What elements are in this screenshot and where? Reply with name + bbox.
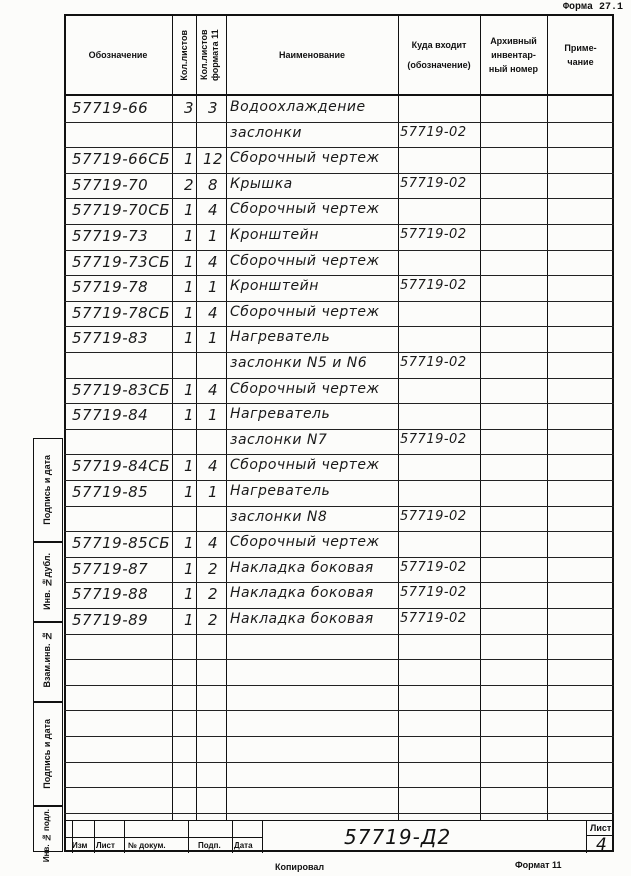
header-note: Приме- чание	[564, 43, 597, 67]
sheets-format-cell: 2	[207, 611, 219, 629]
designation-cell: 57719-73	[72, 227, 149, 245]
sheets-format-cell: 1	[207, 278, 219, 297]
table-row	[64, 403, 614, 428]
table-row	[64, 96, 614, 121]
table-row	[64, 301, 614, 326]
stamp-podp: Подп.	[198, 841, 221, 850]
where-used-cell: 57719-02	[400, 611, 467, 626]
sheets-format-cell: 4	[207, 534, 219, 553]
name-cell: Нагреватель	[230, 329, 331, 346]
designation-cell: 57719-89	[72, 611, 149, 629]
side-sign-date-2: Подпись и дата	[33, 702, 63, 806]
where-used-cell: 57719-02	[400, 559, 467, 575]
sheets-count-cell: 1	[183, 585, 195, 604]
table-row	[64, 224, 614, 249]
document-code: 57719-Д2	[344, 825, 452, 849]
sheets-format-cell: 4	[207, 457, 219, 476]
designation-cell: 57719-84	[72, 406, 149, 425]
where-used-cell: 57719-02	[400, 227, 467, 242]
stamp-list: Лист	[96, 841, 115, 850]
table-row	[64, 250, 614, 275]
sheets-count-cell: 1	[183, 559, 195, 578]
sheets-count-cell: 2	[183, 175, 195, 194]
sheets-count-cell: 1	[183, 303, 195, 322]
table-row	[64, 352, 614, 377]
sheets-count-cell: 1	[183, 611, 195, 629]
where-used-cell: 57719-02	[400, 431, 467, 447]
side-vzam-inv: Взам.инв. №	[33, 622, 63, 702]
row-line	[64, 659, 614, 660]
designation-cell: 57719-84СБ	[72, 457, 170, 476]
table-row	[64, 531, 614, 556]
name-cell: Сборочный чертеж	[230, 303, 380, 320]
designation-cell: 57719-85СБ	[72, 534, 170, 553]
name-cell: заслонки N7	[230, 431, 328, 448]
table-row	[64, 198, 614, 223]
sheets-format-cell: 2	[207, 585, 219, 604]
where-used-cell: 57719-02	[400, 355, 467, 370]
row-line	[64, 634, 614, 635]
name-cell: Сборочный чертеж	[230, 150, 380, 167]
sheet-label: Лист	[590, 823, 612, 833]
row-line	[64, 813, 614, 814]
table-row	[64, 506, 614, 531]
header-sheets-format: Кол.листов формата 11	[199, 29, 220, 81]
sheet-number: 4	[596, 835, 607, 855]
header-name: Наименование	[278, 50, 346, 60]
name-cell: Кронштейн	[230, 278, 319, 295]
header-where-used: Куда входит (обозначение)	[407, 40, 471, 70]
sheets-format-cell: 1	[207, 406, 219, 425]
row-line	[64, 710, 614, 711]
sheets-count-cell: 1	[183, 252, 195, 271]
side-inv-podl: Инв. № подл.	[33, 806, 63, 852]
name-cell: заслонки	[230, 124, 302, 141]
designation-cell: 57719-70СБ	[72, 201, 170, 220]
name-cell: Кронштейн	[230, 227, 319, 243]
name-cell: Нагреватель	[230, 483, 331, 499]
table-row	[64, 429, 614, 454]
side-inv-dubl: Инв. №дубл.	[33, 542, 63, 622]
where-used-cell: 57719-02	[400, 278, 467, 294]
sheets-format-cell: 12	[202, 150, 224, 169]
name-cell: заслонки N5 и N6	[230, 355, 368, 371]
copied-label: Копировал	[275, 862, 325, 872]
sheets-count-cell: 1	[183, 380, 195, 399]
sheets-format-cell: 4	[207, 201, 219, 220]
row-line	[64, 736, 614, 737]
format-label: Формат 11	[515, 860, 562, 870]
sheets-count-cell: 1	[183, 483, 195, 501]
stamp-date: Дата	[234, 841, 253, 850]
header-sheets-count: Кол.листов	[178, 29, 189, 81]
table-row	[64, 378, 614, 403]
sheets-count-cell: 3	[183, 99, 195, 117]
name-cell: Крышка	[230, 175, 293, 192]
designation-cell: 57719-85	[72, 483, 149, 501]
row-line	[64, 762, 614, 763]
name-cell: Сборочный чертеж	[230, 534, 380, 551]
sheets-format-cell: 4	[207, 380, 219, 399]
row-line	[64, 685, 614, 686]
name-cell: Сборочный чертеж	[230, 457, 380, 474]
table-row	[64, 173, 614, 198]
sheets-format-cell: 1	[207, 227, 219, 245]
name-cell: Водоохлаждение	[230, 99, 366, 115]
table-row	[64, 454, 614, 479]
sheets-count-cell: 1	[183, 534, 195, 553]
sheets-count-cell: 1	[183, 201, 195, 220]
designation-cell: 57719-83СБ	[72, 380, 170, 399]
designation-cell: 57719-66	[72, 99, 149, 117]
sheets-format-cell: 4	[207, 303, 219, 322]
table-row	[64, 480, 614, 505]
designation-cell: 57719-66СБ	[72, 150, 170, 169]
sheets-count-cell: 1	[183, 329, 195, 348]
side-sign-date-1: Подпись и дата	[33, 438, 63, 542]
table-row	[64, 122, 614, 147]
table-row	[64, 275, 614, 300]
header-archive-number: Архивный инвентар- ный номер	[488, 36, 539, 74]
sheets-format-cell: 2	[207, 559, 219, 578]
where-used-cell: 57719-02	[400, 585, 467, 601]
sheets-format-cell: 8	[207, 175, 219, 194]
row-line	[64, 787, 614, 788]
name-cell: Нагреватель	[230, 406, 331, 423]
sheets-format-cell: 1	[207, 483, 219, 501]
designation-cell: 57719-78СБ	[72, 303, 170, 322]
designation-cell: 57719-88	[72, 585, 149, 604]
where-used-cell: 57719-02	[400, 508, 467, 524]
designation-cell: 57719-73СБ	[72, 252, 170, 271]
sheets-count-cell: 1	[183, 457, 195, 476]
name-cell: заслонки N8	[230, 508, 328, 525]
table-row	[64, 608, 614, 633]
title-block	[64, 820, 614, 853]
designation-cell: 57719-78	[72, 278, 149, 297]
name-cell: Накладка боковая	[230, 585, 374, 602]
designation-cell: 57719-70	[72, 175, 149, 194]
sheets-count-cell: 1	[183, 406, 195, 425]
table-row	[64, 557, 614, 582]
name-cell: Накладка боковая	[230, 559, 374, 576]
form-number: Форма 27.1	[562, 2, 623, 13]
sheets-count-cell: 1	[183, 227, 195, 245]
stamp-izm: Изм	[72, 841, 88, 850]
sheets-count-cell: 1	[183, 278, 195, 297]
stamp-doc-no: № докум.	[128, 841, 166, 850]
header-designation: Обозначение	[88, 50, 148, 60]
sheets-count-cell: 1	[183, 150, 195, 169]
name-cell: Сборочный чертеж	[230, 380, 380, 397]
table-row	[64, 147, 614, 172]
name-cell: Сборочный чертеж	[230, 201, 380, 218]
name-cell: Накладка боковая	[230, 611, 374, 627]
sheets-format-cell: 3	[207, 99, 219, 117]
designation-cell: 57719-87	[72, 559, 149, 578]
sheets-format-cell: 1	[207, 329, 219, 348]
where-used-cell: 57719-02	[400, 124, 467, 140]
where-used-cell: 57719-02	[400, 175, 467, 191]
name-cell: Сборочный чертеж	[230, 252, 380, 269]
table-row	[64, 326, 614, 351]
designation-cell: 57719-83	[72, 329, 149, 348]
sheets-format-cell: 4	[207, 252, 219, 271]
table-row	[64, 582, 614, 607]
